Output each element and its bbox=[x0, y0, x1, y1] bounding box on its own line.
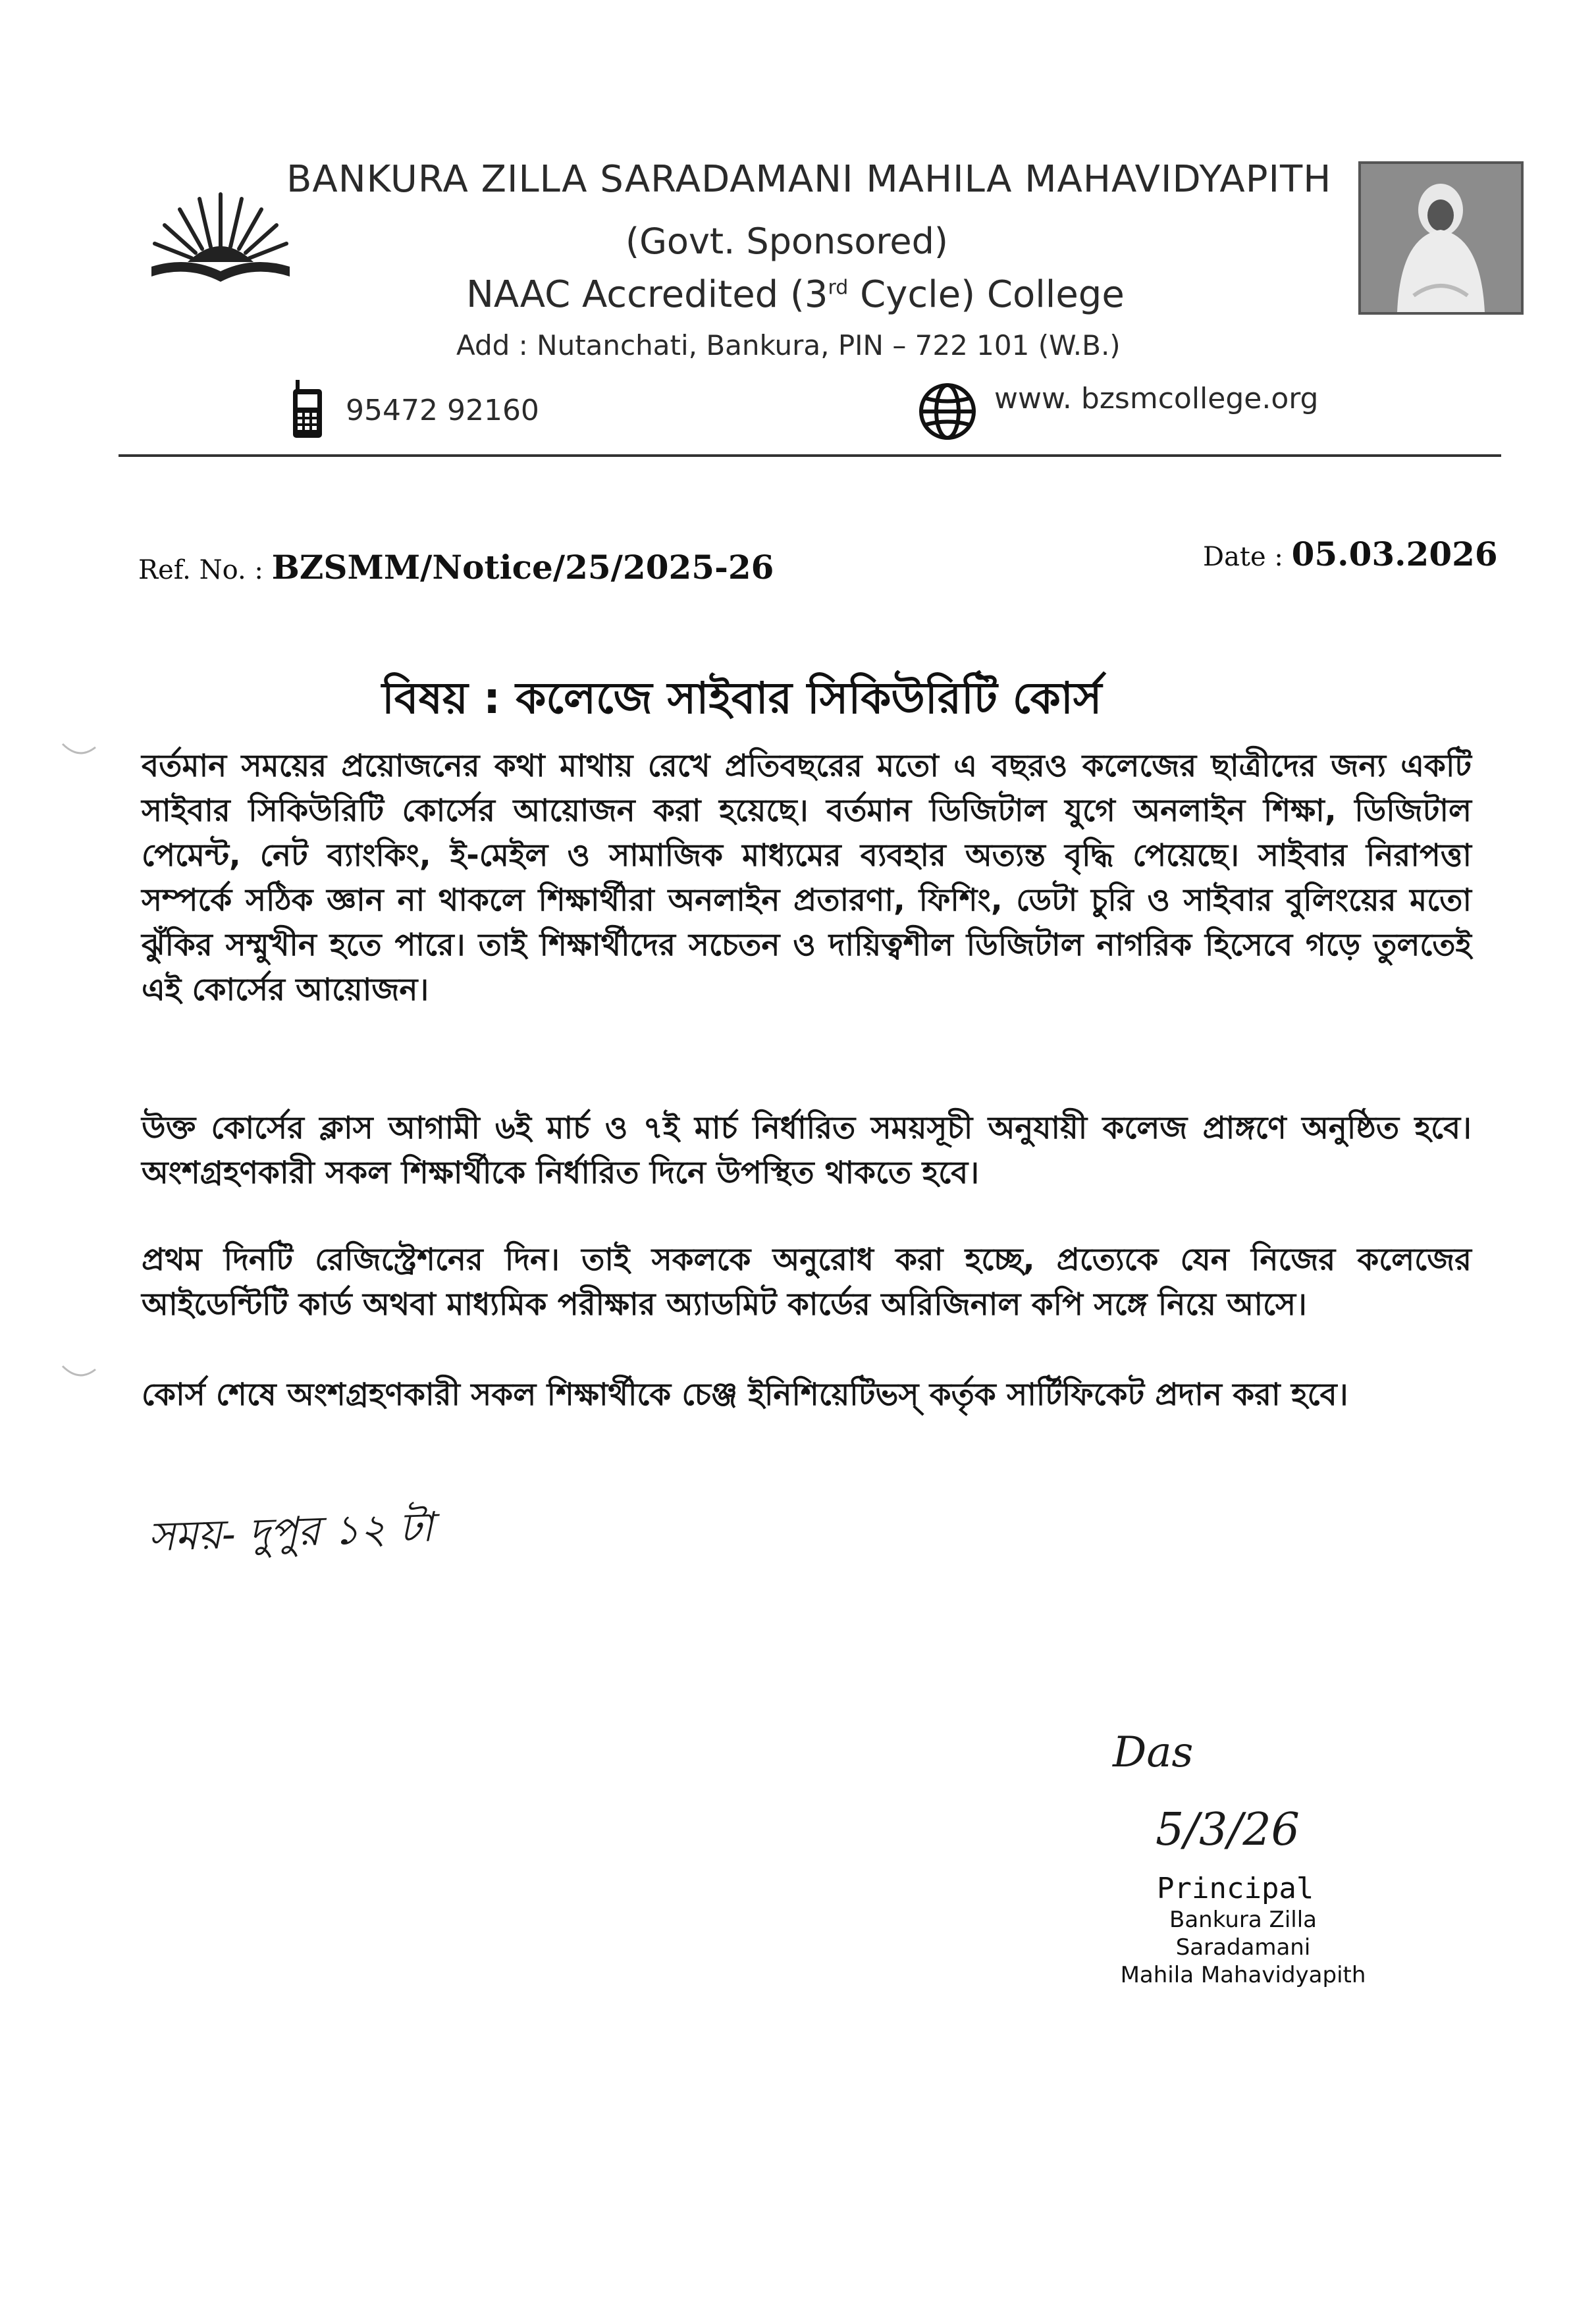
naac-accreditation: NAAC Accredited (3rd Cycle) College bbox=[466, 273, 1125, 316]
college-address: Add : Nutanchati, Bankura, PIN – 722 101 (W.B.) bbox=[456, 329, 1121, 361]
header-divider bbox=[119, 454, 1501, 457]
principal-institution: Bankura Zilla Saradamani Mahila Mahavidyapith bbox=[1120, 1907, 1366, 1988]
punch-mark-decoration bbox=[59, 741, 99, 760]
phone-number: 95472 92160 bbox=[346, 394, 539, 427]
notice-subject: বিষয় : কলেজে সাইবার সিকিউরিটি কোর্স bbox=[382, 673, 1102, 724]
govt-sponsored: (Govt. Sponsored) bbox=[625, 221, 948, 262]
body-paragraph-3: প্রথম দিনটি রেজিস্ট্রেশনের দিন। তাই সকলকে অনুরোধ করা হচ্ছে, প্রত্যেকে যেন নিজের কলেজের আইডেন্টিটি কার্ড অথবা মাধ্যমিক পরীক্ষার অ্যাডমিট কার্ডের অরিজিনাল কপি সঙ্গে নিয়ে আসে। bbox=[142, 1242, 1472, 1323]
college-name: BANKURA ZILLA SARADAMANI MAHILA MAHAVIDYAPITH bbox=[286, 158, 1332, 201]
principal-title: Principal bbox=[1157, 1872, 1314, 1905]
punch-mark-decoration bbox=[59, 1363, 99, 1383]
website-link[interactable]: www. bzsmcollege.org bbox=[994, 382, 1319, 415]
body-paragraph-1: বর্তমান সময়ের প্রয়োজনের কথা মাথায় রেখে প্রতিবছরের মতো এ বছরও কলেজের ছাত্রীদের জন্য একটি সাইবার সিকিউরিটি কোর্সের আয়োজন করা হয়েছে। বর্তমান ডিজিটাল যুগে অনলাইন শিক্ষা, ডিজিটাল পেমেন্ট, নেট ব্যাংকিং, ই-মেইল ও সামাজিক মাধ্যমের ব্যবহার অত্যন্ত বৃদ্ধি পেয়েছে। সাইবার নিরাপত্তা সম্পর্কে সঠিক জ্ঞান না থাকলে শিক্ষার্থীরা অনলাইন প্রতারণা, ফিশিং, ডেটা চুরি ও সাইবার বুলিংয়ের মতো ঝুঁকির সম্মুখীন হতে পারে। তাই শিক্ষার্থীদের সচেতন ও দায়িত্বশীল ডিজিটাল নাগরিক হিসেবে গড়ে তুলতেই এই কোর্সের আয়োজন। bbox=[142, 748, 1472, 1008]
body-paragraph-2: উক্ত কোর্সের ক্লাস আগামী ৬ই মার্চ ও ৭ই মার্চ নির্ধারিত সময়সূচী অনুযায়ী কলেজ প্রাঙ্গণে অনুষ্ঠিত হবে। অংশগ্রহণকারী সকল শিক্ষার্থীকে নির্ধারিত দিনে উপস্থিত থাকতে হবে। bbox=[142, 1110, 1472, 1191]
body-paragraph-4: কোর্স শেষে অংশগ্রহণকারী সকল শিক্ষার্থীকে চেঞ্জ ইনিশিয়েটিভস্ কর্তৃক সার্টিফিকেট প্রদান করা হবে। bbox=[142, 1377, 1348, 1413]
handwritten-timing: সময়- দুপুর ১২ টা bbox=[147, 1502, 435, 1561]
notice-date: Date : 05.03.2026 bbox=[1203, 535, 1498, 573]
reference-number: Ref. No. : BZSMM/Notice/25/2025-26 bbox=[138, 548, 774, 587]
portrait-photo bbox=[1358, 161, 1524, 315]
college-logo-icon bbox=[142, 184, 300, 290]
globe-icon bbox=[918, 382, 977, 441]
signature-date: 5/3/26 bbox=[1156, 1804, 1300, 1856]
mobile-phone-icon bbox=[292, 380, 323, 439]
principal-signature: Das bbox=[1113, 1728, 1194, 1777]
